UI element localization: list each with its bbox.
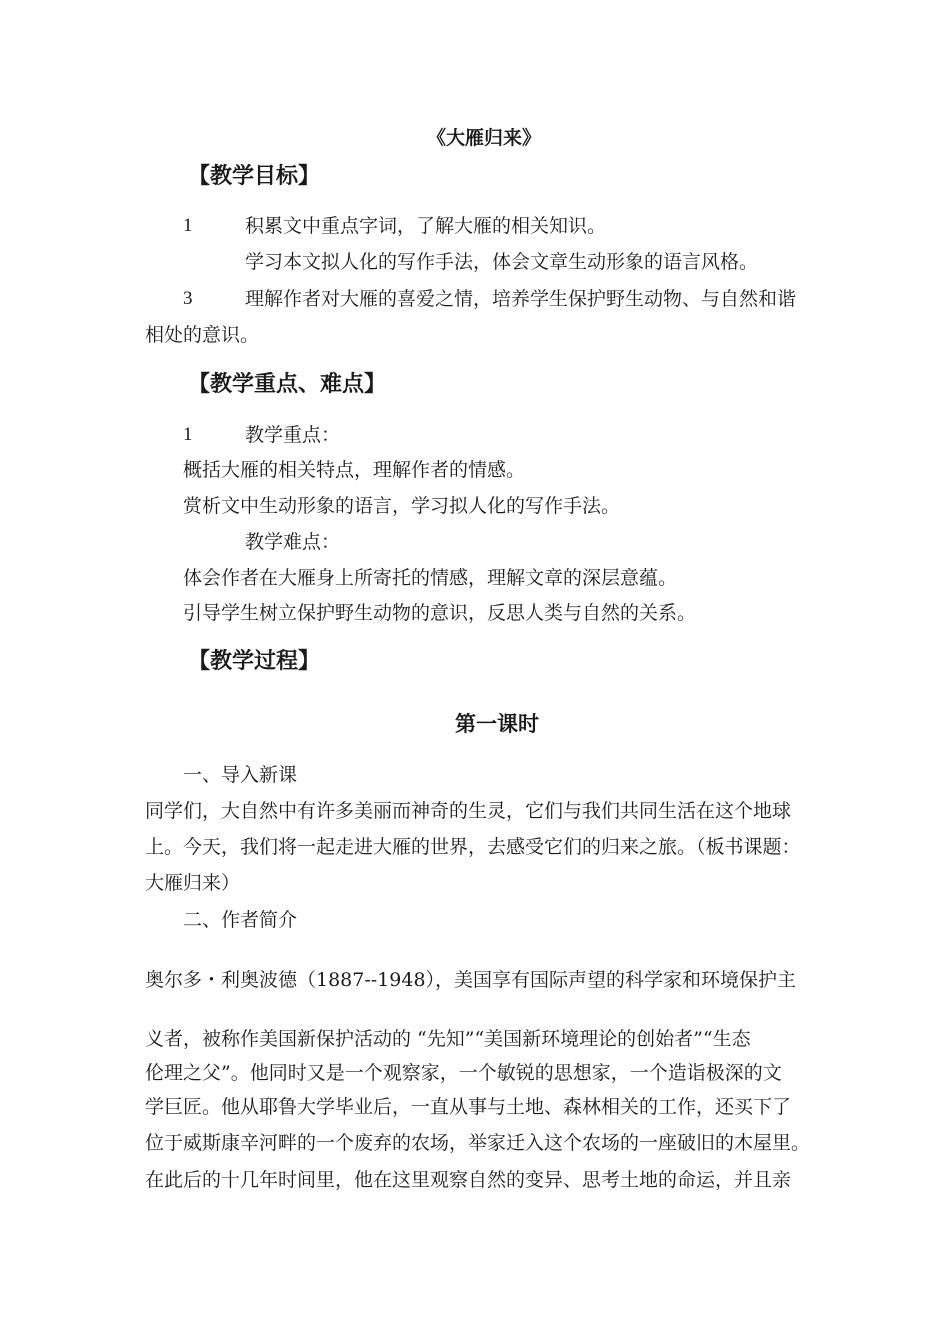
focus-item-2: 赏析文中生动形象的语言，学习拟人化的写作手法。 (183, 495, 621, 517)
part1-title: 一、导入新课 (183, 764, 298, 786)
process-heading: 【教学过程】 (188, 648, 321, 674)
document-title: 《大雁归来》 (427, 127, 542, 149)
focus-item-1: 概括大雁的相关特点，理解作者的情感。 (183, 459, 526, 481)
focus-number: 1 (183, 424, 193, 445)
goal-3-continuation: 相处的意识。 (145, 324, 260, 346)
part1-line-2: 上。今天，我们将一起走进大雁的世界，去感受它们的归来之旅。（板书课题： (145, 836, 801, 858)
part2-line-2: 义者，被称作美国新保护活动的 “先知”“美国新环境理论的创始者”“生态 (145, 1028, 751, 1050)
goal-1-text: 积累文中重点字词，了解大雁的相关知识。 (245, 215, 607, 237)
lesson-title: 第一课时 (455, 711, 539, 736)
focus-label: 教学重点： (245, 424, 341, 446)
goals-heading: 【教学目标】 (188, 163, 321, 189)
part2-line-3: 伦理之父”。他同时又是一个观察家，一个敏锐的思想家，一个造诣极深的文 (145, 1062, 782, 1084)
part1-line-3: 大雁归来） (145, 872, 241, 894)
goal-3-number: 3 (183, 288, 193, 309)
difficulty-label: 教学难点： (245, 531, 341, 553)
difficulty-item-2: 引导学生树立保护野生动物的意识，反思人类与自然的关系。 (183, 602, 697, 624)
goal-1-number: 1 (183, 215, 193, 236)
part2-line-1: 奥尔多・利奥波德（1887--1948），美国享有国际声望的科学家和环境保护主 (145, 969, 797, 991)
part1-line-1: 同学们，大自然中有许多美丽而神奇的生灵，它们与我们共同生活在这个地球 (145, 800, 792, 822)
part2-line-6: 在此后的十几年时间里，他在这里观察自然的变异、思考土地的命运，并且亲 (145, 1169, 792, 1191)
goal-2-text: 学习本文拟人化的写作手法，体会文章生动形象的语言风格。 (245, 251, 759, 273)
part2-title: 二、作者简介 (183, 909, 298, 931)
key-points-heading: 【教学重点、难点】 (188, 371, 387, 397)
part2-line-5: 位于威斯康辛河畔的一个废弃的农场，举家迁入这个农场的一座破旧的木屋里。 (145, 1132, 811, 1154)
part2-line-4: 学巨匠。他从耶鲁大学毕业后，一直从事与土地、森林相关的工作，还买下了 (145, 1096, 792, 1118)
goal-3-text: 理解作者对大雁的喜爱之情，培养学生保护野生动物、与自然和谐 (245, 288, 797, 310)
difficulty-item-1: 体会作者在大雁身上所寄托的情感，理解文章的深层意蕴。 (183, 567, 678, 589)
